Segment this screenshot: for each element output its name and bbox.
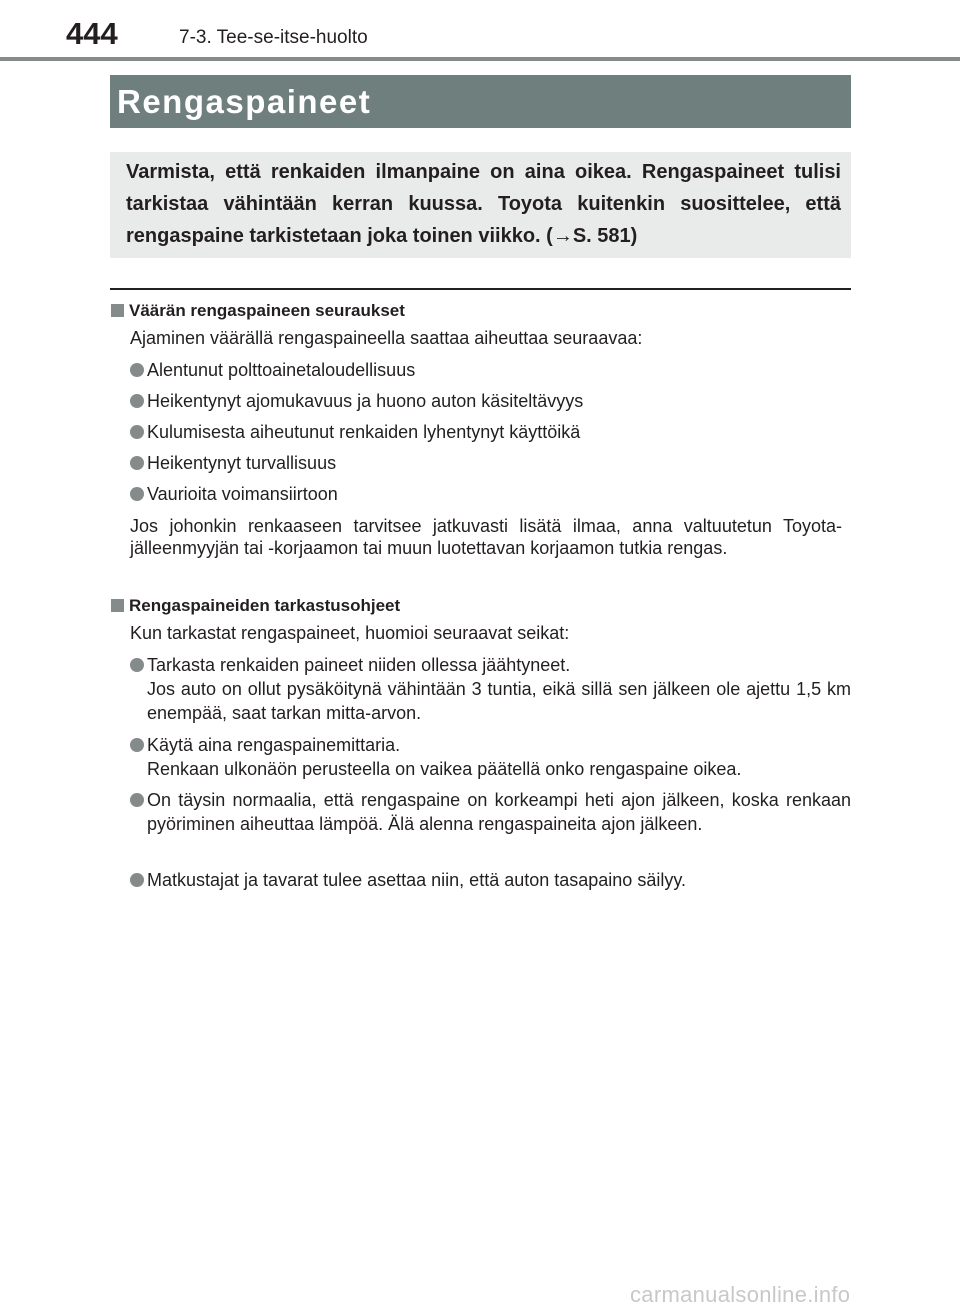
list-item-text: On täysin normaalia, että rengaspaine on korkeampi heti ajon jälkeen, koska renkaan pyöriminen aiheuttaa lämpöä. Älä alenna rengaspaineita ajon jälkeen. [147, 790, 851, 834]
list-item-text: Kulumisesta aiheutunut renkaiden lyhentynyt käyttöikä [147, 422, 581, 442]
list-item-text: Matkustajat ja tavarat tulee asettaa niin, että auton tasapaino säilyy. [147, 870, 686, 890]
watermark: carmanualsonline.info [630, 1282, 851, 1307]
list-item-text: Heikentynyt ajomukavuus ja huono auton käsiteltävyys [147, 391, 584, 411]
intro-text-main: Varmista, että renkaiden ilmanpaine on aina oikea. Rengaspaineet tulisi tarkistaa vähintään kerran kuussa. Toyota kuitenkin suosittelee, että rengaspaine tarkistetaan joka toinen viikko. ( [126, 161, 841, 247]
list-item [130, 358, 851, 382]
title-bar [110, 75, 851, 128]
circle-bullet-icon [130, 658, 144, 672]
list-item [130, 788, 851, 836]
circle-bullet-icon [130, 394, 144, 408]
header-rule [0, 57, 960, 61]
intro-text [126, 156, 841, 252]
list-item [130, 482, 851, 506]
list-item [130, 733, 851, 781]
list-item [130, 420, 851, 444]
square-bullet-icon [111, 599, 124, 612]
list-item [130, 389, 851, 413]
section-divider [110, 288, 851, 290]
page-reference: S. 581) [572, 225, 638, 247]
page-number: 444 [66, 16, 118, 51]
section-title: 7-3. Tee-se-itse-huolto [179, 27, 368, 48]
page-header [0, 0, 960, 60]
page-title: Rengaspaineet [117, 83, 372, 120]
circle-bullet-icon [130, 487, 144, 501]
square-bullet-icon [111, 304, 124, 317]
section-closing: Jos johonkin renkaaseen tarvitsee jatkuvasti lisätä ilmaa, anna valtuutetun Toyota-jälleenmyyjän tai -korjaamon tai muun luotettavan korjaamon tutkia rengas. [130, 516, 842, 558]
circle-bullet-icon [130, 873, 144, 887]
list-item-text: Alentunut polttoainetaloudellisuus [147, 360, 416, 380]
section-lead: Ajaminen väärällä rengaspaineella saattaa aiheuttaa seuraavaa: [130, 328, 643, 348]
section-heading [111, 299, 405, 323]
circle-bullet-icon [130, 738, 144, 752]
heading-text: Rengaspaineiden tarkastusohjeet [129, 596, 401, 615]
list-item-text: Heikentynyt turvallisuus [147, 453, 337, 473]
arrow-icon: → [552, 225, 573, 247]
list-item [130, 653, 851, 725]
circle-bullet-icon [130, 456, 144, 470]
list-item-text: Käytä aina rengaspainemittaria. [147, 735, 401, 755]
list-item [130, 868, 851, 892]
heading-text: Väärän rengaspaineen seuraukset [129, 301, 405, 320]
list-item-text: Tarkasta renkaiden paineet niiden ollessa jäähtyneet. [147, 655, 571, 675]
list-item-text: Vaurioita voimansiirtoon [147, 484, 338, 504]
section-heading [111, 594, 400, 618]
intro-box [110, 152, 851, 258]
list-item-detail: Jos auto on ollut pysäköitynä vähintään 3 tuntia, eikä sillä sen jälkeen ole ajettu 1,5 km enempää, saat tarkan mitta-arvon. [147, 679, 851, 723]
circle-bullet-icon [130, 363, 144, 377]
circle-bullet-icon [130, 425, 144, 439]
list-item-detail: Renkaan ulkonäön perusteella on vaikea päätellä onko rengaspaine oikea. [147, 759, 742, 779]
section-lead: Kun tarkastat rengaspaineet, huomioi seuraavat seikat: [130, 623, 570, 643]
circle-bullet-icon [130, 793, 144, 807]
list-item [130, 451, 851, 475]
